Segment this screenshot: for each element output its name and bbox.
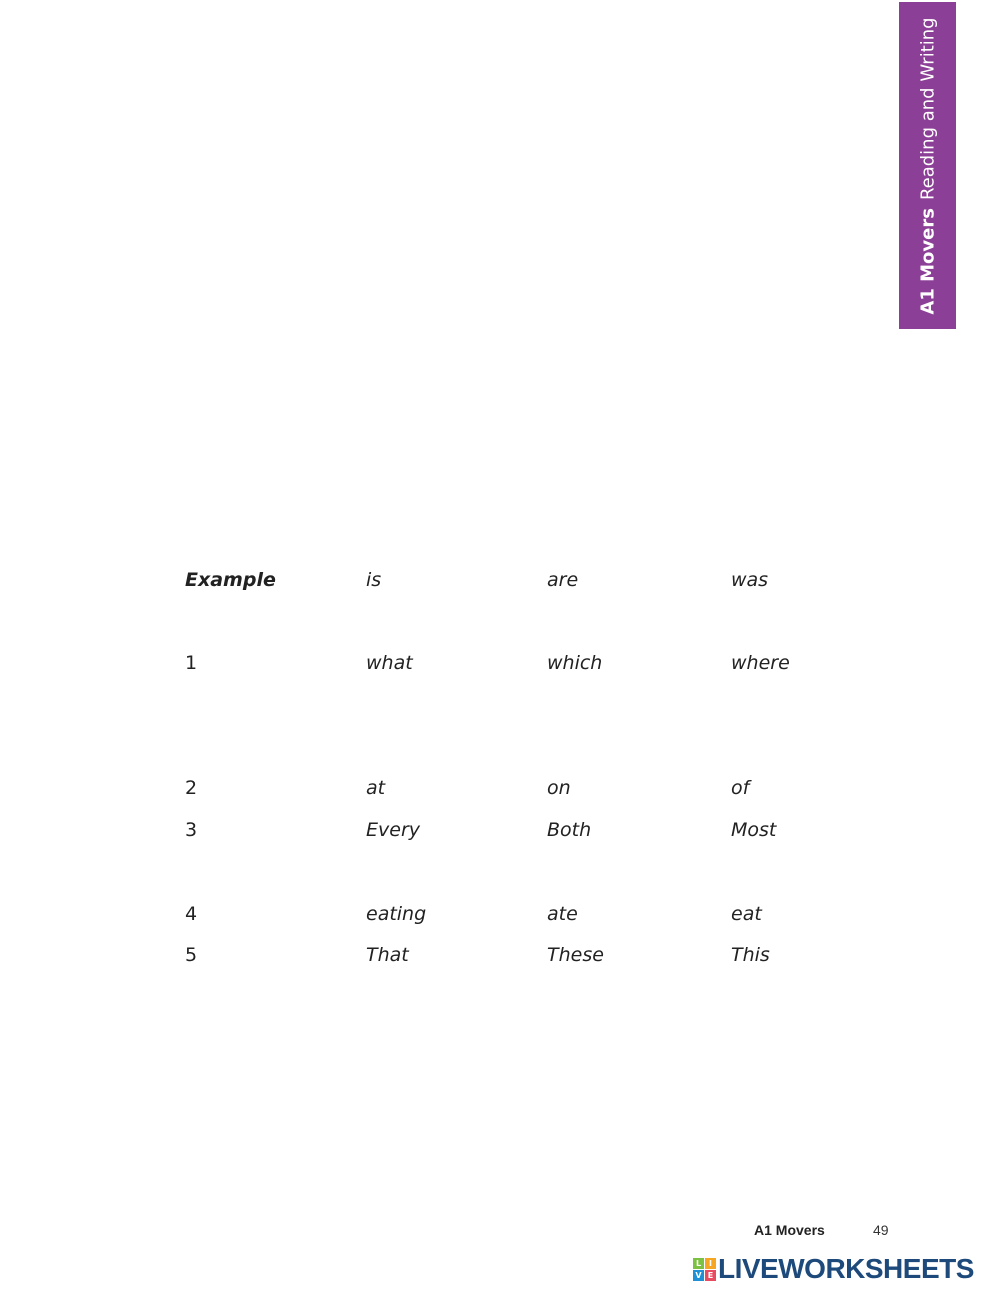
option-b: These [547, 944, 604, 966]
option-b: ate [547, 903, 578, 925]
option-c: Most [731, 819, 777, 841]
logo-block: E [705, 1270, 716, 1281]
side-tab-label [917, 17, 938, 314]
options-row-example [0, 565, 1000, 595]
option-a: eating [366, 903, 427, 925]
options-row-3 [0, 815, 1000, 845]
option-a: what [366, 652, 413, 674]
option-c: where [731, 652, 790, 674]
row-label: 3 [185, 819, 198, 841]
option-a: at [366, 777, 386, 799]
row-label: 1 [185, 652, 198, 674]
option-c: eat [731, 903, 762, 925]
option-c: was [731, 569, 769, 591]
options-row-5 [0, 940, 1000, 970]
option-a: is [366, 569, 382, 591]
side-tab-section: Reading and Writing [917, 16, 938, 200]
page-number: 49 [873, 1222, 889, 1238]
options-row-2 [0, 773, 1000, 803]
section-side-tab [899, 2, 956, 329]
row-label: 5 [185, 944, 198, 966]
logo-blocks-icon [693, 1258, 716, 1281]
row-label: 2 [185, 777, 198, 799]
options-row-1 [0, 648, 1000, 678]
row-label: 4 [185, 903, 198, 925]
options-row-4 [0, 899, 1000, 929]
option-c: This [731, 944, 770, 966]
logo-block: V [693, 1270, 704, 1281]
logo-wordmark: LIVEWORKSHEETS [718, 1253, 974, 1284]
footer-level: A1 Movers [754, 1222, 825, 1238]
option-b: which [547, 652, 603, 674]
logo-block: L [693, 1258, 704, 1269]
option-a: Every [366, 819, 420, 841]
row-label: Example [185, 569, 276, 591]
option-b: on [547, 777, 571, 799]
option-b: Both [547, 819, 592, 841]
logo-block: I [705, 1258, 716, 1269]
option-c: of [731, 777, 750, 799]
side-tab-level: A1 Movers [917, 207, 938, 315]
liveworksheets-logo[interactable] [693, 1252, 974, 1286]
option-a: That [366, 944, 409, 966]
option-b: are [547, 569, 579, 591]
